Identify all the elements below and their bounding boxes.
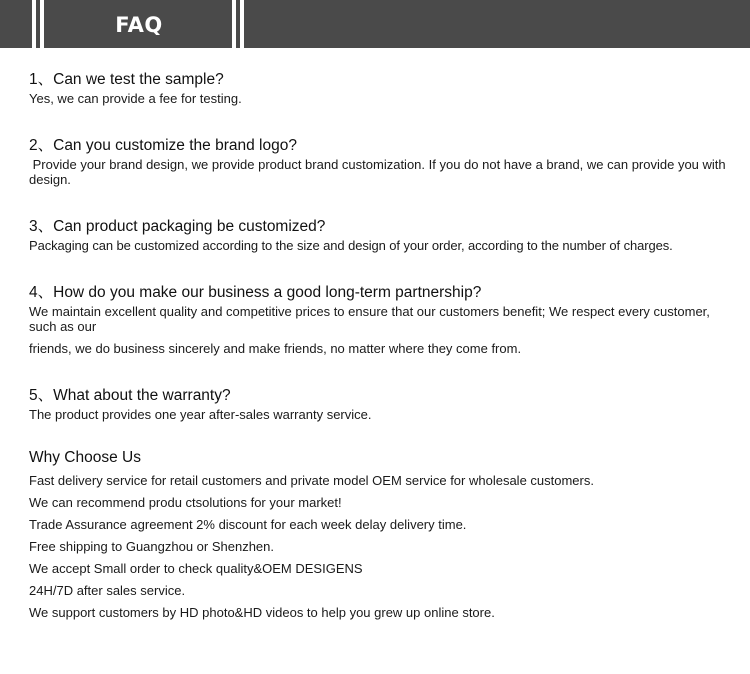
why-item: Trade Assurance agreement 2% discount for each week delay delivery time.: [29, 517, 467, 532]
faq-answer-1: Yes, we can provide a fee for testing.: [29, 91, 242, 106]
why-item: We support customers by HD photo&HD videos to help you grew up online store.: [29, 605, 495, 620]
faq-answer-4-continued: friends, we do business sincerely and make friends, no matter where they come from.: [29, 341, 522, 356]
banner-stripe: [32, 0, 36, 48]
why-item: We accept Small order to check quality&OEM DESIGENS: [29, 561, 363, 576]
faq-answer-2: Provide your brand design, we provide product brand customization. If you do not have a brand, we can provide you with design.: [29, 157, 730, 187]
faq-question-4: 4、How do you make our business a good long-term partnership?: [29, 284, 482, 301]
banner-stripe: [240, 0, 244, 48]
faq-question-2: 2、Can you customize the brand logo?: [29, 137, 297, 154]
banner-stripe: [40, 0, 44, 48]
why-item: Fast delivery service for retail customers and private model OEM service for wholesale customers.: [29, 473, 594, 488]
faq-answer-5: The product provides one year after-sales warranty service.: [29, 407, 372, 422]
why-item: We can recommend produ ctsolutions for your market!: [29, 495, 342, 510]
why-item: Free shipping to Guangzhou or Shenzhen.: [29, 539, 275, 554]
faq-banner: [0, 0, 750, 48]
faq-question-1: 1、Can we test the sample?: [29, 71, 224, 88]
faq-answer-3: Packaging can be customized according to the size and design of your order, according to the number of charges.: [29, 238, 673, 253]
faq-question-5: 5、What about the warranty?: [29, 387, 231, 404]
banner-title: FAQ: [115, 13, 163, 37]
faq-question-3: 3、Can product packaging be customized?: [29, 218, 326, 235]
why-choose-us-title: Why Choose Us: [29, 449, 141, 466]
why-item: 24H/7D after sales service.: [29, 583, 186, 598]
faq-answer-4: We maintain excellent quality and competitive prices to ensure that our customers benefit; We respect every customer, such as our: [29, 304, 710, 334]
banner-stripe: [232, 0, 236, 48]
